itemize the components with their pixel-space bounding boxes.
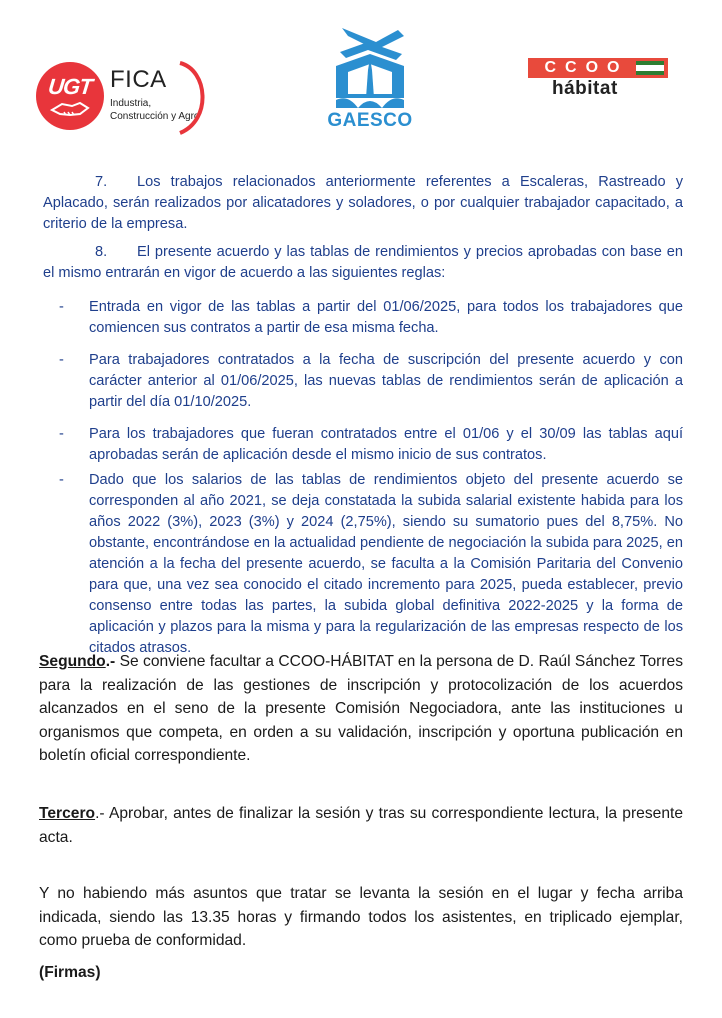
ccoo-mark: CCOO (544, 59, 629, 76)
rule-text: Entrada en vigor de las tablas a partir del 01/06/2025, para todos los trabajadores que comiencen sus contratos a partir de esa misma fecha. (89, 299, 683, 336)
item-8 (43, 242, 683, 284)
rule-text: Para trabajadores contratados a la fecha de suscripción del presente acuerdo y con carácter anterior al 01/06/2025, las nuevas tablas de rendimientos serán de aplicación a partir del día 01/10/2025. (89, 352, 683, 410)
segundo-heading: Segundo (39, 653, 106, 670)
item-7 (43, 172, 683, 235)
rule-item (59, 424, 683, 466)
rule-text: Dado que los salarios de las tablas de rendimientos objeto del presente acuerdo se corresponden al año 2021, se deja constatada la subida salarial existente habida para los años 2022 (3%), 2023 (3%) y 2024 (2,75%), siendo su sumatorio pues del 8,75%. No obstante, encontrándose en la actualidad pendiente de negociación la subida para 2025, en atención a la fecha del presente acuerdo, se faculta a la Comisión Paritaria del Convenio para que, una vez sea conocido el citado incremento para 2025, pueda establecer, previo consenso entre todas las partes, la subida global definitiva 2022-2025 y la forma de aplicación y plazos para la misma y para la regularización de las empresas respecto de los citados atrasos. (89, 472, 683, 656)
rule-item (59, 350, 683, 413)
ugt-mark: UGT (47, 74, 94, 99)
segundo-text: Se conviene facultar a CCOO-HÁBITAT en la persona de D. Raúl Sánchez Torres para la realización de las gestiones de inscripción y protocolización de los acuerdos alcanzados en el seno de la presente Comisión Negociadora, ante las instituciones u organismos que competa, en orden a su validación, inscripción y oportuna publicación en boletín oficial correspondiente. (39, 653, 683, 764)
item-7-number: 7. (95, 174, 108, 190)
gaesco-logo (320, 22, 420, 137)
fica-arc-icon (178, 60, 214, 136)
item-8-text: El presente acuerdo y las tablas de rendimientos y precios aprobadas con base en el mismo entrarán en vigor de acuerdo a las siguientes reglas: (43, 244, 683, 281)
closing-paragraph: Y no habiendo más asuntos que tratar se levanta la sesión en el lugar y fecha arriba indicada, siendo las 13.35 horas y firmando todos los asistentes, en triplicado ejemplar, como prueba de conformidad. (39, 885, 683, 949)
rule-text: Para los trabajadores que fueran contratados entre el 01/06 y el 30/09 las tablas aquí aprobadas serán de aplicación desde el mismo inicio de sus contratos. (89, 426, 683, 463)
ccoo-habitat-logo (528, 58, 670, 104)
segundo-separator: .- (105, 653, 120, 670)
bullet-dash: - (59, 299, 64, 315)
fica-subtitle-line-2: Construcción y Agro (110, 111, 200, 122)
rule-item (59, 297, 683, 339)
fica-title: FICA (110, 66, 167, 93)
tercero-text: Aprobar, antes de finalizar la sesión y tras su correspondiente lectura, la presente acta. (39, 805, 683, 846)
signatures-label: (Firmas) (39, 964, 101, 981)
bullet-dash: - (59, 352, 64, 368)
gaesco-wordmark: GAESCO (327, 110, 413, 131)
habitat-wordmark: hábitat (552, 78, 618, 99)
fica-subtitle-line-1: Industria, (110, 98, 152, 109)
item-7-text: Los trabajos relacionados anteriormente referentes a Escaleras, Rastreado y Aplacado, serán realizados por alicatadores y soladores, o por cualquier trabajador capacitado, a criterio de la empresa. (43, 174, 683, 232)
andalusia-flag-icon (636, 61, 664, 75)
gaesco-emblem-icon (326, 22, 414, 110)
tercero-section (39, 802, 683, 849)
tercero-separator: .- (95, 805, 109, 822)
handshake-icon (50, 100, 90, 118)
ugt-fica-logo (30, 58, 220, 138)
item-8-number: 8. (95, 244, 108, 260)
segundo-section (39, 650, 683, 768)
bullet-dash: - (59, 426, 64, 442)
bullet-dash: - (59, 472, 64, 488)
rule-item (59, 470, 683, 659)
tercero-heading: Tercero (39, 805, 96, 822)
ccoo-bar (528, 58, 668, 78)
